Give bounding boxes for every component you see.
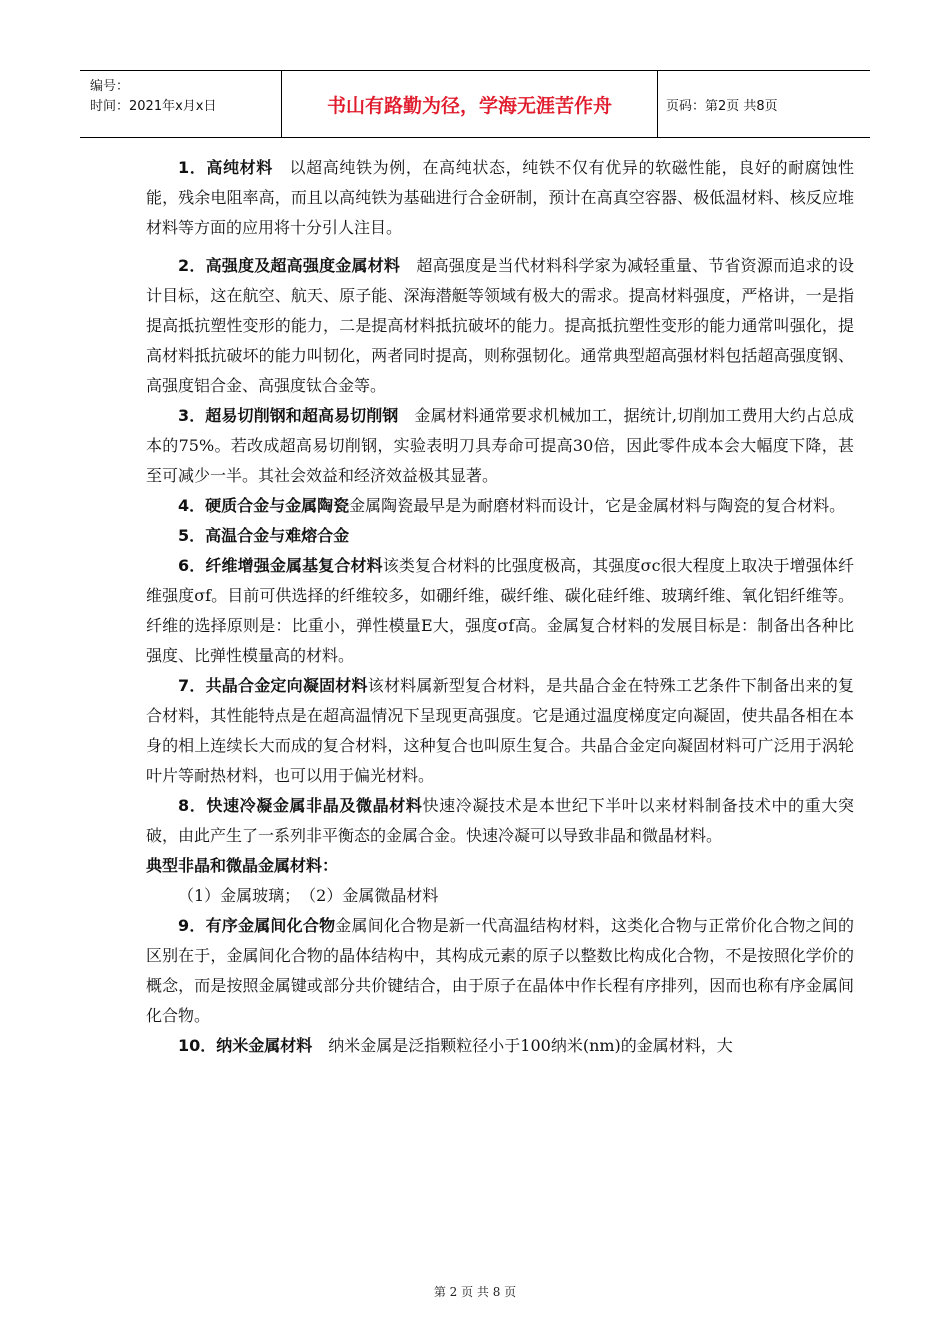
page-header	[80, 70, 870, 138]
paragraph-2	[146, 251, 854, 401]
document-number-label: 编号：	[90, 79, 130, 94]
paragraph-1	[146, 153, 854, 243]
paragraph-3	[146, 401, 854, 491]
paragraph-text: 金属间化合物是新一代高温结构材料，这类化合物与正常价化合物之间的区别在于，金属间化合物的晶体结构中，其构成元素的原子以整数比构成化合物，不是按照化学价的概念，而是按照金属键或部分共价键结合，由于原子在晶体中作长程有序排列，因而也称有序金属间化合物。	[146, 916, 854, 1025]
typical-materials-heading: 典型非晶和微晶金属材料：	[146, 856, 339, 875]
paragraph-9	[146, 911, 854, 1031]
paragraph-text: 金属材料通常要求机械加工，据统计,切削加工费用大约占总成本的75%。若改成超高易切削钢，实验表明刀具寿命可提高30倍，因此零件成本会大幅度下降，甚至可减少一半。其社会效益和经济效益极其显著。	[146, 406, 854, 485]
paragraph-text: 该类复合材料的比强度极高，其强度σc很大程度上取决于增强体纤维强度σf。目前可供选择的纤维较多，如硼纤维，碳纤维、碳化硅纤维、玻璃纤维、氧化铝纤维等。纤维的选择原则是：比重小，弹性模量E大，强度σf高。金属复合材料的发展目标是：制备出各种比强度、比弹性模量高的材料。	[146, 556, 854, 665]
paragraph-8	[146, 791, 854, 851]
header-page-number: 页码：第2页 共8页	[666, 98, 778, 114]
typical-materials-list: （1）金属玻璃； （2）金属微晶材料	[178, 886, 439, 905]
document-date-label: 时间：2021年x月x日	[90, 99, 217, 114]
paragraph-text: 以超高纯铁为例，在高纯状态，纯铁不仅有优异的软磁性能，良好的耐腐蚀性能，残余电阻率高，而且以高纯铁为基础进行合金研制，预计在高真空容器、极低温材料、核反应堆材料等方面的应用将十分引人注目。	[146, 158, 854, 237]
paragraph-10	[146, 1031, 854, 1061]
paragraph-heading: 9．有序金属间化合物	[178, 916, 336, 935]
paragraph-heading: 5．高温合金与难熔合金	[178, 526, 350, 545]
paragraph-text: 该材料属新型复合材料，是共晶合金在特殊工艺条件下制备出来的复合材料，其性能特点是在超高温情况下呈现更高强度。它是通过温度梯度定向凝固，使共晶各相在本身的相上连续长大而成的复合材料，这种复合也叫原生复合。共晶合金定向凝固材料可广泛用于涡轮叶片等耐热材料，也可以用于偏光材料。	[146, 676, 854, 785]
header-meta	[80, 71, 282, 137]
paragraph-7	[146, 671, 854, 791]
paragraph-heading: 8．快速冷凝金属非晶及微晶材料	[178, 796, 423, 815]
paragraph-heading: 4．硬质合金与金属陶瓷	[178, 496, 350, 515]
paragraph-text: 金属陶瓷最早是为耐磨材料而设计，它是金属材料与陶瓷的复合材料。	[349, 496, 846, 515]
paragraph-heading: 3．超易切削钢和超高易切削钢	[178, 406, 399, 425]
paragraph-6	[146, 551, 854, 671]
paragraph-text: 超高强度是当代材料科学家为减轻重量、节省资源而追求的设计目标，这在航空、航天、原子能、深海潜艇等领域有极大的需求。提高材料强度，严格讲，一是指提高抵抗塑性变形的能力，二是提高材料抵抗破坏的能力。提高抵抗塑性变形的能力通常叫强化，提高材料抵抗破坏的能力叫韧化，两者同时提高，则称强韧化。通常典型超高强材料包括超高强度钢、高强度铝合金、高强度钛合金等。	[146, 256, 854, 395]
paragraph-text: 纳米金属是泛指颗粒径小于100纳米(nm)的金属材料，大	[312, 1036, 733, 1055]
paragraph-heading: 2．高强度及超高强度金属材料	[178, 256, 401, 275]
paragraph-heading: 1．高纯材料	[178, 158, 273, 177]
header-motto: 书山有路勤为径，学海无涯苦作舟	[282, 71, 658, 137]
paragraph-heading: 6．纤维增强金属基复合材料	[178, 556, 383, 575]
paragraph-text: 快速冷凝技术是本世纪下半叶以来材料制备技术中的重大突破，由此产生了一系列非平衡态的金属合金。快速冷凝可以导致非晶和微晶材料。	[146, 796, 854, 845]
paragraph-4	[146, 491, 854, 521]
paragraph-5	[146, 521, 854, 551]
paragraph-heading: 10．纳米金属材料	[178, 1036, 313, 1055]
document-body	[146, 153, 854, 1061]
page-footer: 第 2 页 共 8 页	[433, 1285, 517, 1299]
paragraph-heading: 7．共晶合金定向凝固材料	[178, 676, 368, 695]
